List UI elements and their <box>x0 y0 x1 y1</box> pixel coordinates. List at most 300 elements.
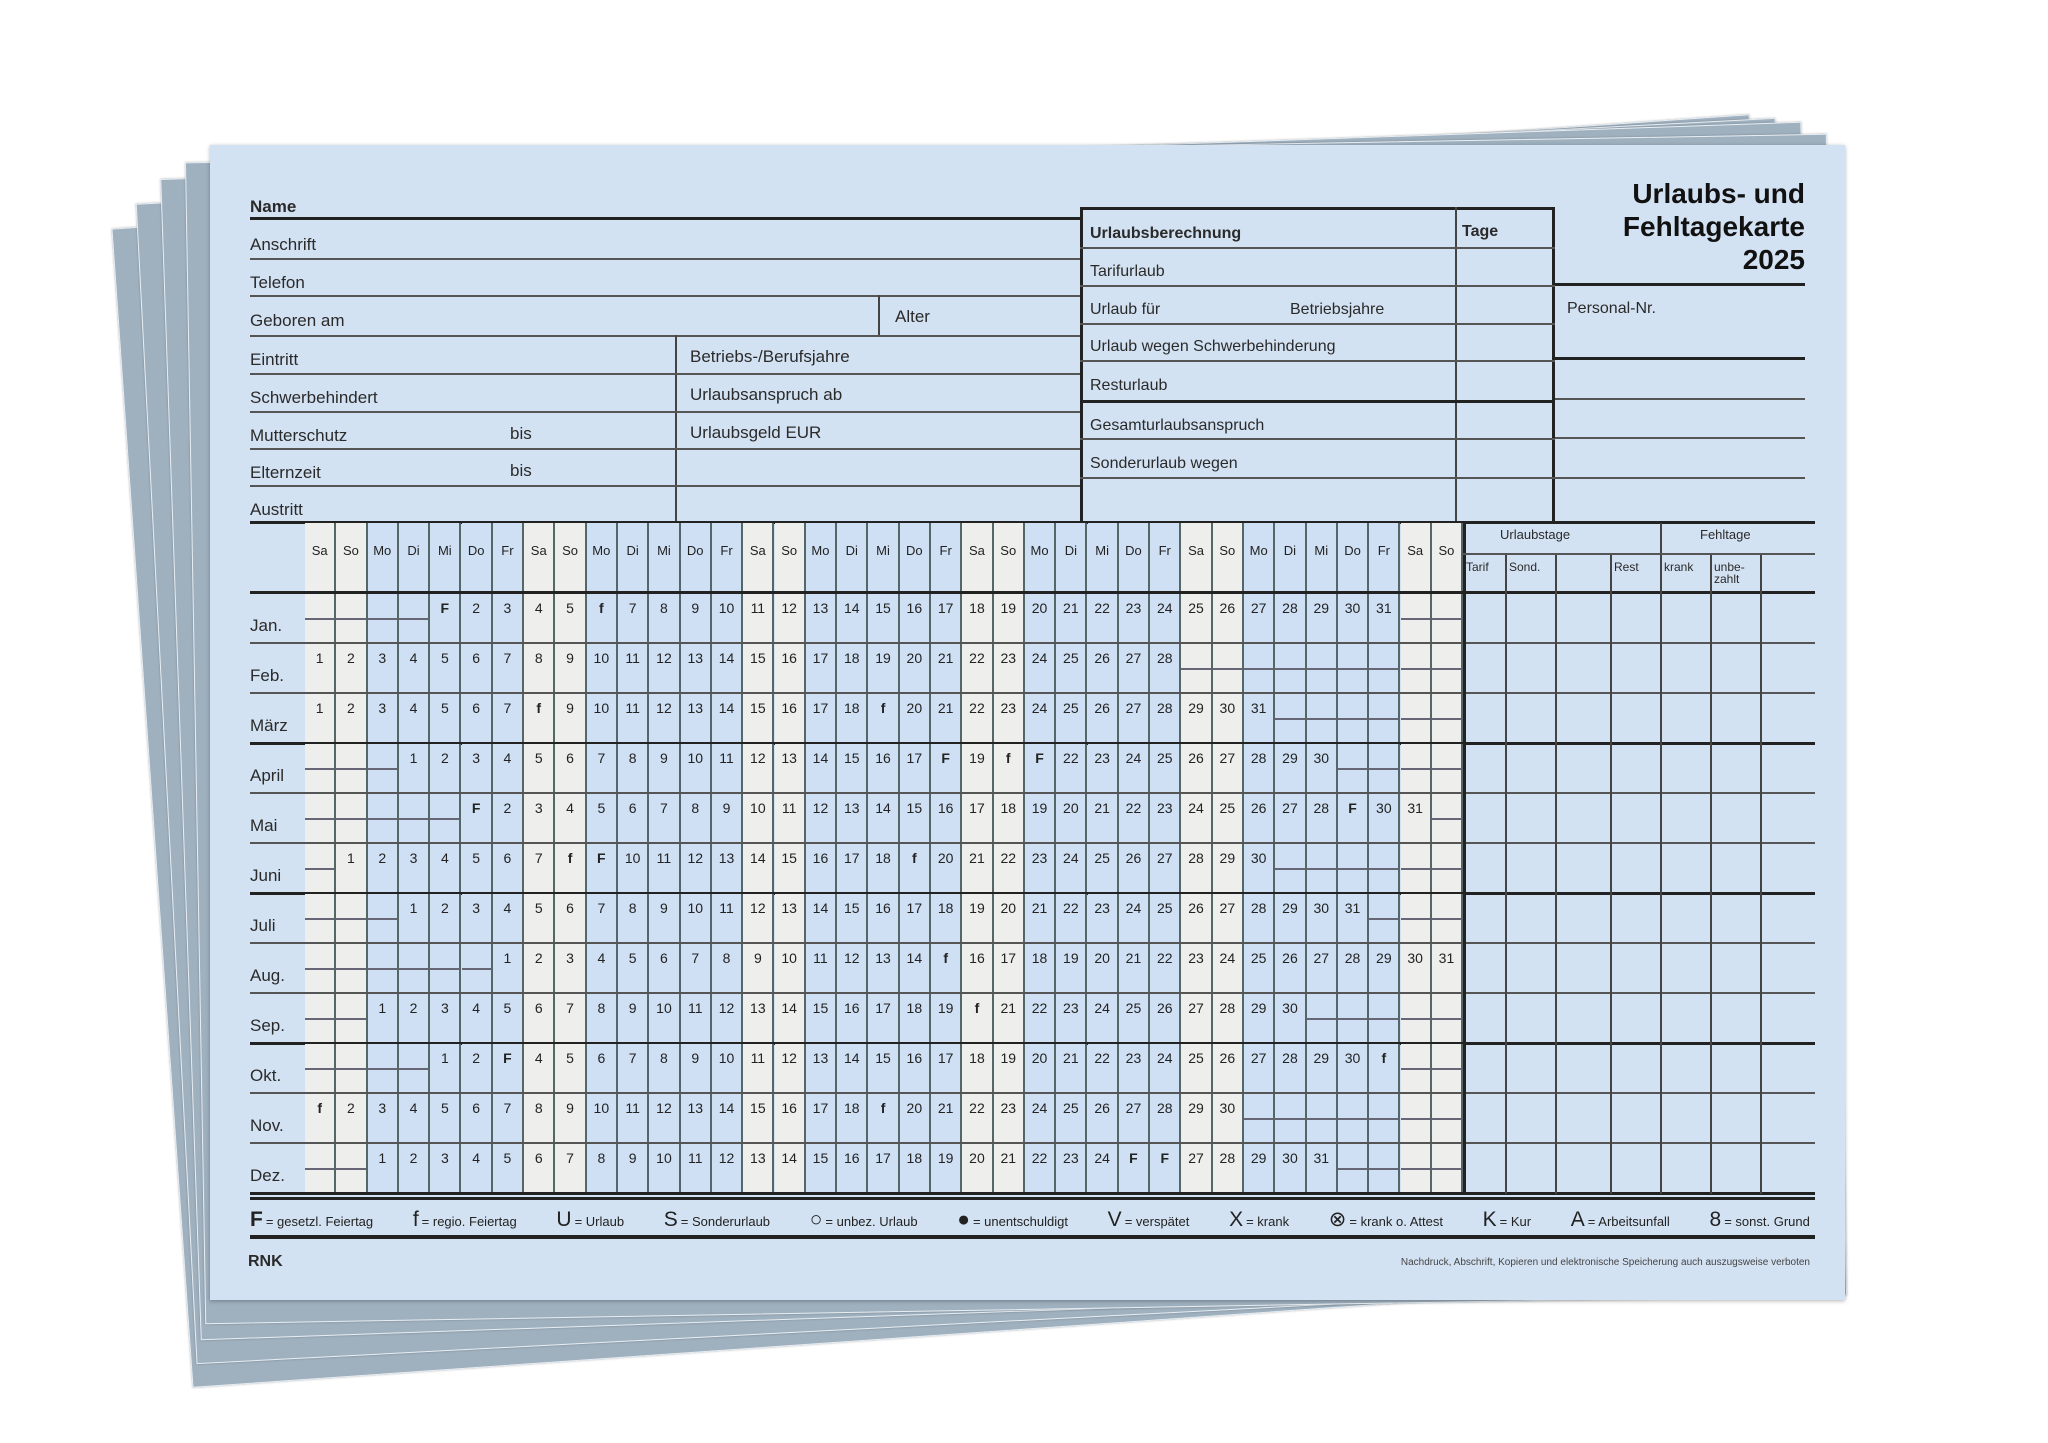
day-cell[interactable]: 2 <box>336 694 367 742</box>
day-cell[interactable]: 12 <box>775 594 806 642</box>
day-cell[interactable]: 27 <box>1213 744 1244 792</box>
day-cell[interactable]: 30 <box>1275 1144 1306 1192</box>
day-cell[interactable]: 5 <box>430 1094 461 1142</box>
day-cell[interactable]: 29 <box>1181 694 1212 742</box>
day-cell[interactable]: 5 <box>555 594 586 642</box>
day-cell[interactable]: 15 <box>868 1044 899 1092</box>
day-cell[interactable]: 2 <box>368 844 399 892</box>
day-cell[interactable]: 3 <box>493 594 524 642</box>
day-cell[interactable]: 23 <box>1056 994 1087 1042</box>
day-cell[interactable]: 13 <box>681 1094 712 1142</box>
day-cell[interactable]: 21 <box>994 994 1025 1042</box>
day-cell[interactable]: 7 <box>493 644 524 692</box>
day-cell[interactable]: 12 <box>712 1144 743 1192</box>
day-cell[interactable]: 11 <box>712 744 743 792</box>
day-cell[interactable]: 10 <box>681 744 712 792</box>
day-cell[interactable]: 17 <box>900 894 931 942</box>
day-cell[interactable]: 3 <box>524 794 555 842</box>
day-cell[interactable]: 21 <box>931 694 962 742</box>
day-cell[interactable]: 9 <box>649 894 680 942</box>
day-cell[interactable]: 7 <box>555 994 586 1042</box>
day-cell[interactable]: 6 <box>462 644 493 692</box>
day-cell[interactable]: 13 <box>806 594 837 642</box>
day-cell[interactable]: 1 <box>399 744 430 792</box>
day-cell[interactable]: 28 <box>1307 794 1338 842</box>
day-cell[interactable]: 16 <box>868 894 899 942</box>
day-cell[interactable]: 13 <box>868 944 899 992</box>
day-cell[interactable]: 17 <box>931 1044 962 1092</box>
day-cell[interactable]: 3 <box>430 994 461 1042</box>
day-cell[interactable]: 22 <box>1088 1044 1119 1092</box>
day-cell[interactable]: 8 <box>524 1094 555 1142</box>
day-cell[interactable]: 13 <box>775 894 806 942</box>
day-cell[interactable]: 22 <box>1025 994 1056 1042</box>
day-cell[interactable]: 6 <box>649 944 680 992</box>
day-cell[interactable]: 15 <box>806 1144 837 1192</box>
day-cell[interactable]: 17 <box>806 644 837 692</box>
day-cell[interactable]: 2 <box>430 744 461 792</box>
day-cell[interactable]: 22 <box>1119 794 1150 842</box>
day-cell[interactable]: 14 <box>868 794 899 842</box>
day-cell[interactable]: 26 <box>1150 994 1181 1042</box>
day-cell[interactable]: 18 <box>837 644 868 692</box>
day-cell[interactable]: 9 <box>649 744 680 792</box>
day-cell[interactable]: 24 <box>1119 894 1150 942</box>
day-cell[interactable]: 11 <box>743 594 774 642</box>
day-cell[interactable]: f <box>524 694 555 742</box>
day-cell[interactable]: 24 <box>1150 1044 1181 1092</box>
day-cell[interactable]: 23 <box>1150 794 1181 842</box>
day-cell[interactable]: 16 <box>962 944 993 992</box>
day-cell[interactable]: 17 <box>806 694 837 742</box>
day-cell[interactable]: 18 <box>837 694 868 742</box>
day-cell[interactable]: 3 <box>462 894 493 942</box>
day-cell[interactable]: 7 <box>649 794 680 842</box>
day-cell[interactable]: 15 <box>806 994 837 1042</box>
day-cell[interactable]: 8 <box>649 1044 680 1092</box>
day-cell[interactable]: 19 <box>962 894 993 942</box>
day-cell[interactable]: 7 <box>618 594 649 642</box>
day-cell[interactable]: 8 <box>587 1144 618 1192</box>
day-cell[interactable]: 17 <box>806 1094 837 1142</box>
day-cell[interactable]: 14 <box>712 694 743 742</box>
day-cell[interactable]: 26 <box>1119 844 1150 892</box>
day-cell[interactable]: 10 <box>587 1094 618 1142</box>
day-cell[interactable]: 8 <box>618 744 649 792</box>
day-cell[interactable]: 23 <box>994 644 1025 692</box>
day-cell[interactable]: 24 <box>1025 644 1056 692</box>
day-cell[interactable]: 11 <box>681 1144 712 1192</box>
day-cell[interactable]: 27 <box>1275 794 1306 842</box>
day-cell[interactable]: 13 <box>712 844 743 892</box>
day-cell[interactable]: 24 <box>1088 994 1119 1042</box>
day-cell[interactable]: 30 <box>1244 844 1275 892</box>
day-cell[interactable]: 31 <box>1307 1144 1338 1192</box>
day-cell[interactable]: 9 <box>712 794 743 842</box>
day-cell[interactable]: 20 <box>900 644 931 692</box>
day-cell[interactable]: 15 <box>743 694 774 742</box>
day-cell[interactable]: 25 <box>1056 1094 1087 1142</box>
day-cell[interactable]: f <box>868 694 899 742</box>
day-cell[interactable]: f <box>868 1094 899 1142</box>
day-cell[interactable]: 14 <box>743 844 774 892</box>
day-cell[interactable]: 20 <box>1025 594 1056 642</box>
day-cell[interactable]: 16 <box>900 594 931 642</box>
day-cell[interactable]: 22 <box>962 644 993 692</box>
day-cell[interactable]: 12 <box>743 744 774 792</box>
day-cell[interactable]: 14 <box>900 944 931 992</box>
day-cell[interactable]: 13 <box>837 794 868 842</box>
day-cell[interactable]: 27 <box>1119 1094 1150 1142</box>
day-cell[interactable]: 25 <box>1119 994 1150 1042</box>
day-cell[interactable]: 25 <box>1244 944 1275 992</box>
day-cell[interactable]: 23 <box>1119 594 1150 642</box>
day-cell[interactable]: 2 <box>399 994 430 1042</box>
day-cell[interactable]: 27 <box>1213 894 1244 942</box>
day-cell[interactable]: f <box>587 594 618 642</box>
day-cell[interactable]: 11 <box>806 944 837 992</box>
day-cell[interactable]: 31 <box>1369 594 1400 642</box>
day-cell[interactable]: 11 <box>618 1094 649 1142</box>
day-cell[interactable]: 13 <box>775 744 806 792</box>
day-cell[interactable]: 10 <box>712 1044 743 1092</box>
day-cell[interactable]: F <box>1338 794 1369 842</box>
day-cell[interactable]: 19 <box>994 1044 1025 1092</box>
day-cell[interactable]: 23 <box>1088 744 1119 792</box>
day-cell[interactable]: 18 <box>900 1144 931 1192</box>
day-cell[interactable]: 4 <box>493 894 524 942</box>
day-cell[interactable]: 9 <box>555 694 586 742</box>
day-cell[interactable]: 1 <box>336 844 367 892</box>
day-cell[interactable]: 22 <box>1088 594 1119 642</box>
day-cell[interactable]: 13 <box>681 644 712 692</box>
day-cell[interactable]: 19 <box>994 594 1025 642</box>
day-cell[interactable]: 8 <box>681 794 712 842</box>
day-cell[interactable]: 20 <box>900 1094 931 1142</box>
day-cell[interactable]: 22 <box>1056 894 1087 942</box>
day-cell[interactable]: F <box>931 744 962 792</box>
day-cell[interactable]: f <box>555 844 586 892</box>
day-cell[interactable]: 4 <box>493 744 524 792</box>
day-cell[interactable]: 17 <box>931 594 962 642</box>
day-cell[interactable]: 27 <box>1307 944 1338 992</box>
day-cell[interactable]: 3 <box>462 744 493 792</box>
day-cell[interactable]: 28 <box>1213 1144 1244 1192</box>
day-cell[interactable]: 8 <box>712 944 743 992</box>
day-cell[interactable]: 13 <box>681 694 712 742</box>
day-cell[interactable]: 7 <box>587 744 618 792</box>
day-cell[interactable]: 17 <box>994 944 1025 992</box>
day-cell[interactable]: 12 <box>712 994 743 1042</box>
day-cell[interactable]: 1 <box>493 944 524 992</box>
day-cell[interactable]: 1 <box>399 894 430 942</box>
day-cell[interactable]: 18 <box>837 1094 868 1142</box>
day-cell[interactable]: 29 <box>1244 1144 1275 1192</box>
day-cell[interactable]: 10 <box>649 1144 680 1192</box>
day-cell[interactable]: 21 <box>1119 944 1150 992</box>
day-cell[interactable]: 9 <box>618 1144 649 1192</box>
day-cell[interactable]: 7 <box>587 894 618 942</box>
day-cell[interactable]: 28 <box>1275 594 1306 642</box>
day-cell[interactable]: 9 <box>681 594 712 642</box>
day-cell[interactable]: 22 <box>994 844 1025 892</box>
day-cell[interactable]: F <box>430 594 461 642</box>
day-cell[interactable]: 4 <box>430 844 461 892</box>
day-cell[interactable]: 23 <box>994 694 1025 742</box>
day-cell[interactable]: 16 <box>775 1094 806 1142</box>
day-cell[interactable]: 2 <box>336 644 367 692</box>
day-cell[interactable]: 4 <box>555 794 586 842</box>
day-cell[interactable]: 9 <box>743 944 774 992</box>
day-cell[interactable]: 14 <box>806 894 837 942</box>
day-cell[interactable]: 10 <box>775 944 806 992</box>
day-cell[interactable]: 29 <box>1307 1044 1338 1092</box>
day-cell[interactable]: 18 <box>900 994 931 1042</box>
day-cell[interactable]: 11 <box>712 894 743 942</box>
day-cell[interactable]: 3 <box>368 694 399 742</box>
day-cell[interactable]: 2 <box>462 1044 493 1092</box>
day-cell[interactable]: 28 <box>1244 894 1275 942</box>
day-cell[interactable]: 5 <box>462 844 493 892</box>
day-cell[interactable]: 25 <box>1150 744 1181 792</box>
day-cell[interactable]: 23 <box>1119 1044 1150 1092</box>
day-cell[interactable]: 2 <box>430 894 461 942</box>
day-cell[interactable]: 8 <box>524 644 555 692</box>
day-cell[interactable]: 23 <box>1056 1144 1087 1192</box>
day-cell[interactable]: 29 <box>1244 994 1275 1042</box>
day-cell[interactable]: 23 <box>1088 894 1119 942</box>
day-cell[interactable]: 11 <box>681 994 712 1042</box>
day-cell[interactable]: 6 <box>555 894 586 942</box>
day-cell[interactable]: 5 <box>493 994 524 1042</box>
day-cell[interactable]: 15 <box>743 1094 774 1142</box>
day-cell[interactable]: 22 <box>1056 744 1087 792</box>
day-cell[interactable]: 21 <box>1056 594 1087 642</box>
day-cell[interactable]: 30 <box>1213 694 1244 742</box>
day-cell[interactable]: 24 <box>1181 794 1212 842</box>
day-cell[interactable]: 25 <box>1088 844 1119 892</box>
day-cell[interactable]: 28 <box>1275 1044 1306 1092</box>
day-cell[interactable]: 12 <box>649 644 680 692</box>
day-cell[interactable]: 26 <box>1088 1094 1119 1142</box>
day-cell[interactable]: 6 <box>524 1144 555 1192</box>
day-cell[interactable]: 21 <box>994 1144 1025 1192</box>
day-cell[interactable]: 27 <box>1119 644 1150 692</box>
day-cell[interactable]: 30 <box>1369 794 1400 842</box>
day-cell[interactable]: 9 <box>618 994 649 1042</box>
day-cell[interactable]: 25 <box>1056 644 1087 692</box>
day-cell[interactable]: 19 <box>962 744 993 792</box>
day-cell[interactable]: 24 <box>1088 1144 1119 1192</box>
day-cell[interactable]: 16 <box>868 744 899 792</box>
day-cell[interactable]: 20 <box>1025 1044 1056 1092</box>
day-cell[interactable]: 2 <box>399 1144 430 1192</box>
day-cell[interactable]: 3 <box>368 1094 399 1142</box>
day-cell[interactable]: 18 <box>1025 944 1056 992</box>
day-cell[interactable]: f <box>305 1094 336 1142</box>
day-cell[interactable]: 18 <box>962 1044 993 1092</box>
day-cell[interactable]: 28 <box>1181 844 1212 892</box>
day-cell[interactable]: 7 <box>681 944 712 992</box>
day-cell[interactable]: 12 <box>775 1044 806 1092</box>
day-cell[interactable]: 2 <box>336 1094 367 1142</box>
day-cell[interactable]: 21 <box>1025 894 1056 942</box>
day-cell[interactable]: 21 <box>1056 1044 1087 1092</box>
day-cell[interactable]: 4 <box>462 994 493 1042</box>
day-cell[interactable]: 18 <box>931 894 962 942</box>
day-cell[interactable]: 19 <box>868 644 899 692</box>
day-cell[interactable]: 1 <box>305 694 336 742</box>
day-cell[interactable]: 21 <box>931 1094 962 1142</box>
day-cell[interactable]: 4 <box>462 1144 493 1192</box>
day-cell[interactable]: 16 <box>900 1044 931 1092</box>
day-cell[interactable]: 14 <box>775 1144 806 1192</box>
day-cell[interactable]: 29 <box>1181 1094 1212 1142</box>
day-cell[interactable]: 12 <box>681 844 712 892</box>
day-cell[interactable]: 20 <box>994 894 1025 942</box>
day-cell[interactable]: 17 <box>962 794 993 842</box>
day-cell[interactable]: 24 <box>1119 744 1150 792</box>
day-cell[interactable]: 6 <box>618 794 649 842</box>
day-cell[interactable]: 27 <box>1119 694 1150 742</box>
day-cell[interactable]: 30 <box>1213 1094 1244 1142</box>
day-cell[interactable]: 28 <box>1150 644 1181 692</box>
day-cell[interactable]: 28 <box>1213 994 1244 1042</box>
day-cell[interactable]: 29 <box>1307 594 1338 642</box>
day-cell[interactable]: 23 <box>994 1094 1025 1142</box>
day-cell[interactable]: 20 <box>962 1144 993 1192</box>
day-cell[interactable]: 16 <box>931 794 962 842</box>
day-cell[interactable]: 31 <box>1401 794 1432 842</box>
day-cell[interactable]: 24 <box>1150 594 1181 642</box>
day-cell[interactable]: 26 <box>1213 594 1244 642</box>
day-cell[interactable]: 5 <box>493 1144 524 1192</box>
day-cell[interactable]: 12 <box>837 944 868 992</box>
day-cell[interactable]: 11 <box>743 1044 774 1092</box>
day-cell[interactable]: 14 <box>712 644 743 692</box>
day-cell[interactable]: F <box>493 1044 524 1092</box>
day-cell[interactable]: 24 <box>1056 844 1087 892</box>
day-cell[interactable]: 29 <box>1369 944 1400 992</box>
day-cell[interactable]: 8 <box>618 894 649 942</box>
day-cell[interactable]: 26 <box>1244 794 1275 842</box>
day-cell[interactable]: 7 <box>618 1044 649 1092</box>
day-cell[interactable]: F <box>462 794 493 842</box>
day-cell[interactable]: 31 <box>1432 944 1463 992</box>
day-cell[interactable]: 25 <box>1056 694 1087 742</box>
day-cell[interactable]: 22 <box>962 694 993 742</box>
day-cell[interactable]: 26 <box>1088 694 1119 742</box>
day-cell[interactable]: 5 <box>587 794 618 842</box>
day-cell[interactable]: 17 <box>868 1144 899 1192</box>
day-cell[interactable]: F <box>1119 1144 1150 1192</box>
day-cell[interactable]: 25 <box>1150 894 1181 942</box>
day-cell[interactable]: 13 <box>743 1144 774 1192</box>
day-cell[interactable]: 10 <box>618 844 649 892</box>
day-cell[interactable]: 18 <box>868 844 899 892</box>
day-cell[interactable]: 25 <box>1181 1044 1212 1092</box>
day-cell[interactable]: 30 <box>1307 744 1338 792</box>
day-cell[interactable]: 29 <box>1213 844 1244 892</box>
day-cell[interactable]: 27 <box>1244 594 1275 642</box>
day-cell[interactable]: 6 <box>587 1044 618 1092</box>
day-cell[interactable]: 6 <box>462 1094 493 1142</box>
day-cell[interactable]: 12 <box>649 1094 680 1142</box>
day-cell[interactable]: 22 <box>1150 944 1181 992</box>
day-cell[interactable]: 30 <box>1401 944 1432 992</box>
day-cell[interactable]: 19 <box>931 994 962 1042</box>
day-cell[interactable]: 26 <box>1275 944 1306 992</box>
day-cell[interactable]: 16 <box>837 994 868 1042</box>
day-cell[interactable]: 9 <box>681 1044 712 1092</box>
day-cell[interactable]: 5 <box>524 894 555 942</box>
day-cell[interactable]: 19 <box>1025 794 1056 842</box>
day-cell[interactable]: 18 <box>994 794 1025 842</box>
day-cell[interactable]: 26 <box>1181 744 1212 792</box>
day-cell[interactable]: 15 <box>900 794 931 842</box>
day-cell[interactable]: 2 <box>462 594 493 642</box>
day-cell[interactable]: 3 <box>399 844 430 892</box>
day-cell[interactable]: 30 <box>1275 994 1306 1042</box>
day-cell[interactable]: 5 <box>618 944 649 992</box>
day-cell[interactable]: 13 <box>806 1044 837 1092</box>
day-cell[interactable]: 25 <box>1181 594 1212 642</box>
day-cell[interactable]: 21 <box>931 644 962 692</box>
day-cell[interactable]: 1 <box>368 994 399 1042</box>
day-cell[interactable]: 10 <box>681 894 712 942</box>
day-cell[interactable]: 6 <box>555 744 586 792</box>
day-cell[interactable]: 29 <box>1275 894 1306 942</box>
day-cell[interactable]: 3 <box>430 1144 461 1192</box>
day-cell[interactable]: 15 <box>868 594 899 642</box>
day-cell[interactable]: 30 <box>1338 594 1369 642</box>
day-cell[interactable]: 24 <box>1025 1094 1056 1142</box>
day-cell[interactable]: 9 <box>555 644 586 692</box>
day-cell[interactable]: 3 <box>368 644 399 692</box>
day-cell[interactable]: 15 <box>775 844 806 892</box>
day-cell[interactable]: 27 <box>1244 1044 1275 1092</box>
day-cell[interactable]: 26 <box>1181 894 1212 942</box>
day-cell[interactable]: 26 <box>1213 1044 1244 1092</box>
day-cell[interactable]: 5 <box>430 644 461 692</box>
day-cell[interactable]: f <box>1369 1044 1400 1092</box>
day-cell[interactable]: 21 <box>962 844 993 892</box>
day-cell[interactable]: 15 <box>837 894 868 942</box>
day-cell[interactable]: 11 <box>618 644 649 692</box>
day-cell[interactable]: 1 <box>368 1144 399 1192</box>
day-cell[interactable]: 23 <box>1181 944 1212 992</box>
day-cell[interactable]: 28 <box>1150 1094 1181 1142</box>
day-cell[interactable]: 22 <box>1025 1144 1056 1192</box>
day-cell[interactable]: 3 <box>555 944 586 992</box>
day-cell[interactable]: 10 <box>712 594 743 642</box>
day-cell[interactable]: 5 <box>430 694 461 742</box>
day-cell[interactable]: 24 <box>1213 944 1244 992</box>
day-cell[interactable]: f <box>931 944 962 992</box>
day-cell[interactable]: 20 <box>931 844 962 892</box>
day-cell[interactable]: 12 <box>806 794 837 842</box>
day-cell[interactable]: 9 <box>555 1094 586 1142</box>
day-cell[interactable]: 10 <box>587 644 618 692</box>
day-cell[interactable]: 31 <box>1244 694 1275 742</box>
day-cell[interactable]: 5 <box>555 1044 586 1092</box>
day-cell[interactable]: 16 <box>837 1144 868 1192</box>
day-cell[interactable]: 27 <box>1181 1144 1212 1192</box>
day-cell[interactable]: 20 <box>900 694 931 742</box>
day-cell[interactable]: 15 <box>837 744 868 792</box>
day-cell[interactable]: 17 <box>900 744 931 792</box>
day-cell[interactable]: 28 <box>1338 944 1369 992</box>
